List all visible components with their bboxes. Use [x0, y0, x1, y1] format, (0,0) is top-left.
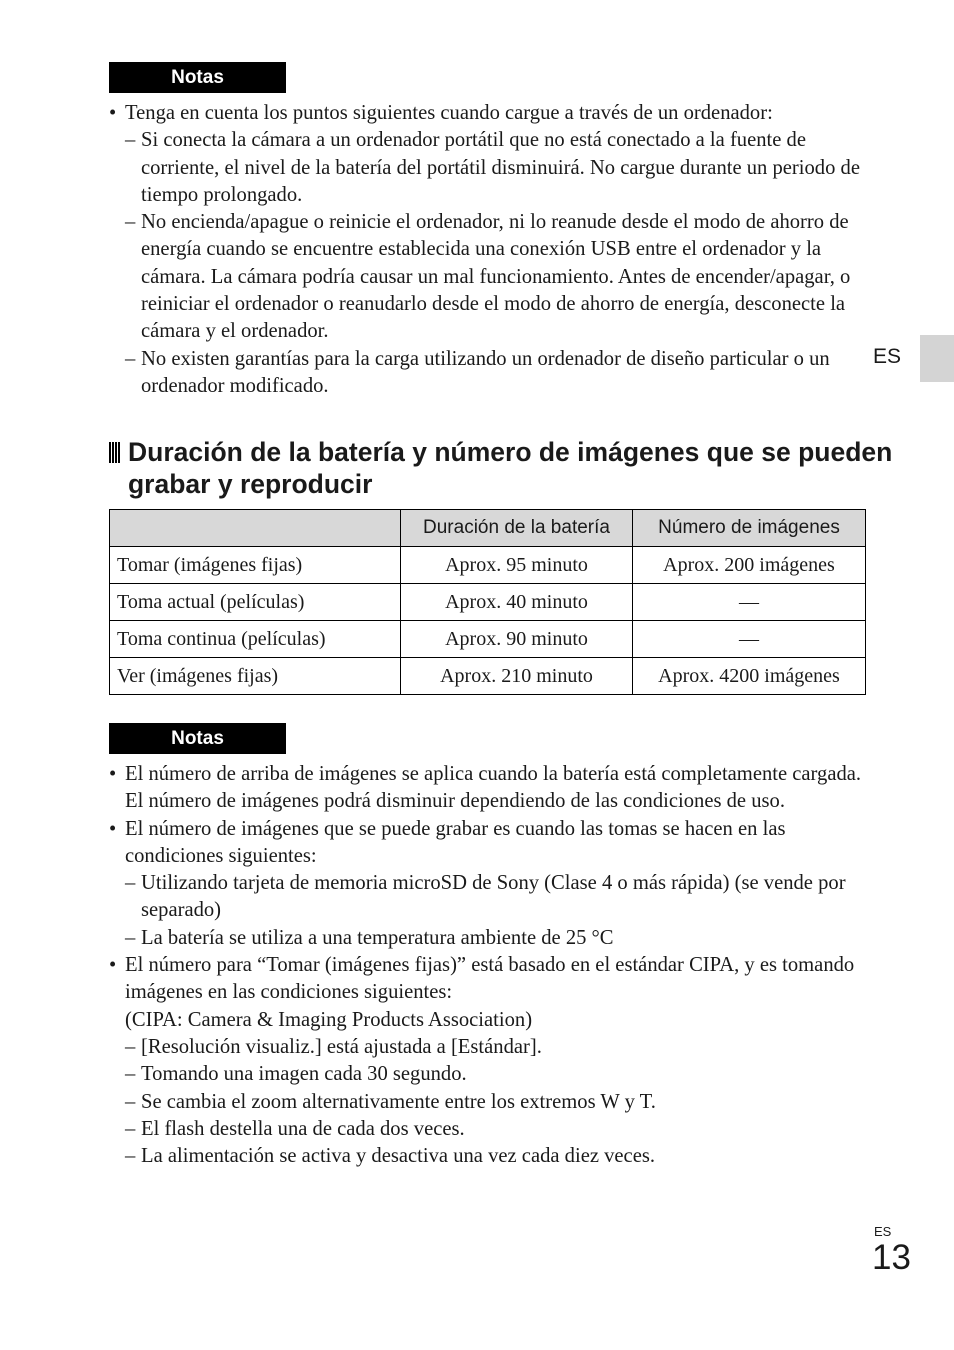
battery-table: [109, 509, 866, 695]
bullet-marker: •: [109, 102, 117, 124]
notes-list-battery: [109, 761, 869, 1170]
dash-marker: –: [125, 129, 136, 152]
table-cell: Toma continua (películas): [110, 621, 401, 658]
dash-marker: –: [125, 1145, 136, 1168]
note-text: La alimentación se activa y desactiva una vez cada diez veces.: [141, 1145, 655, 1168]
notes-label-bottom: Notas: [109, 723, 286, 754]
section-title: [109, 436, 908, 500]
note-item: [109, 952, 869, 1007]
note-text: El número para “Tomar (imágenes fijas)” está basado en el estándar CIPA, y es tomando imágenes en las condiciones siguientes:: [125, 954, 855, 1004]
bullet-marker: •: [109, 817, 117, 840]
note-item: [109, 761, 869, 816]
note-subitem: [109, 870, 869, 925]
note-text: El número de imágenes que se puede grabar es cuando las tomas se hacen en las condiciones siguientes:: [125, 817, 786, 867]
note-item: [109, 816, 869, 871]
table-header-cell: Duración de la batería: [401, 510, 633, 547]
page-language-code: ES: [874, 1224, 892, 1239]
note-text: El número de arriba de imágenes se aplica cuando la batería está completamente cargada. El número de imágenes podrá disminuir dependiendo de las condiciones de uso.: [125, 763, 862, 813]
dash-marker: –: [125, 926, 136, 949]
table-cell: Aprox. 95 minuto: [401, 547, 633, 584]
table-header-cell: [110, 510, 401, 547]
note-subitem: [109, 1034, 869, 1061]
dash-marker: –: [125, 872, 136, 895]
note-text: El flash destella una de cada dos veces.: [141, 1117, 465, 1140]
table-row: [110, 658, 866, 695]
note-text: Tomando una imagen cada 30 segundo.: [141, 1063, 467, 1086]
dash-marker: –: [125, 1090, 136, 1113]
note-text: Si conecta la cámara a un ordenador portátil que no está conectado a la fuente de corriente, el nivel de la batería del portátil disminuirá. No cargue durante un periodo de tiempo prolongado.: [141, 129, 860, 206]
section-marker-icon: [109, 442, 120, 463]
note-subitem: [109, 346, 869, 401]
side-language-tab: [920, 335, 954, 382]
table-cell: Aprox. 210 minuto: [401, 658, 633, 695]
table-cell: Tomar (imágenes fijas): [110, 547, 401, 584]
table-cell: Aprox. 4200 imágenes: [633, 658, 866, 695]
note-text: Se cambia el zoom alternativamente entre los extremos W y T.: [141, 1090, 656, 1113]
table-row: [110, 621, 866, 658]
side-language-label: ES: [873, 345, 902, 368]
note-subitem: [109, 1116, 869, 1143]
bullet-marker: •: [109, 954, 117, 977]
dash-marker: –: [125, 1035, 136, 1058]
note-text: (CIPA: Camera & Imaging Products Association): [125, 1008, 533, 1031]
table-header-row: [110, 510, 866, 547]
table-row: [110, 584, 866, 621]
section-title-text: Duración de la batería y número de imágenes que se pueden grabar y reproducir: [128, 437, 893, 499]
page-number: 13: [872, 1238, 911, 1277]
dash-marker: –: [125, 1117, 136, 1140]
note-subitem: [109, 127, 869, 209]
note-text: No encienda/apague o reinicie el ordenador, ni lo reanude desde el modo de ahorro de energía cuando se encuentre establecida una conexión USB entre el ordenador y la cámara. La cámara podría causar un mal funcionamiento. Antes de encender/apagar, o reiniciar el ordenador o reanudarlo desde el modo de ahorro de energía, desconecte la cámara y el ordenador.: [141, 211, 851, 343]
note-continuation: [109, 1007, 869, 1034]
note-subitem: [109, 1061, 869, 1088]
table-header-cell: Número de imágenes: [633, 510, 866, 547]
table-row: [110, 547, 866, 584]
table-cell: Toma actual (películas): [110, 584, 401, 621]
table-cell: Aprox. 200 imágenes: [633, 547, 866, 584]
note-subitem: [109, 1143, 869, 1170]
dash-marker: –: [125, 347, 136, 370]
table-cell: —: [633, 584, 866, 621]
note-text: Tenga en cuenta los puntos siguientes cuando cargue a través de un ordenador:: [125, 102, 773, 124]
notes-label-top: Notas: [109, 62, 286, 93]
note-text: Utilizando tarjeta de memoria microSD de Sony (Clase 4 o más rápida) (se vende por separado): [141, 872, 846, 922]
dash-marker: –: [125, 1063, 136, 1086]
note-text: No existen garantías para la carga utilizando un ordenador de diseño particular o un ordenador modificado.: [141, 347, 830, 397]
note-subitem: [109, 925, 869, 952]
note-subitem: [109, 1089, 869, 1116]
notes-list-charging: [109, 100, 869, 400]
table-cell: —: [633, 621, 866, 658]
table-cell: Aprox. 40 minuto: [401, 584, 633, 621]
note-text: [Resolución visualiz.] está ajustada a [Estándar].: [141, 1035, 542, 1058]
bullet-marker: •: [109, 763, 117, 785]
dash-marker: –: [125, 211, 136, 234]
note-text: La batería se utiliza a una temperatura ambiente de 25 °C: [141, 926, 614, 949]
note-subitem: [109, 209, 869, 345]
note-item: [109, 100, 869, 127]
table-cell: Ver (imágenes fijas): [110, 658, 401, 695]
table-cell: Aprox. 90 minuto: [401, 621, 633, 658]
